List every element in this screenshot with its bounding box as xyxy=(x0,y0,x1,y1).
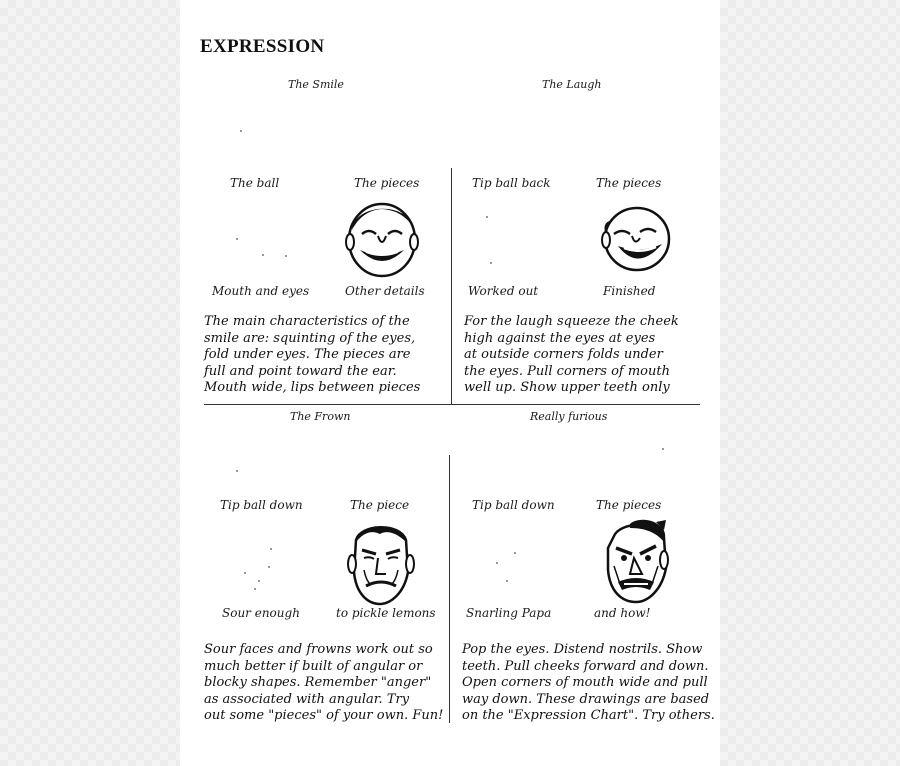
faint-sketch-mark xyxy=(262,254,264,256)
panel-furious-heading: Really furious xyxy=(530,410,608,423)
text-line: The main characteristics of the xyxy=(204,314,410,329)
text-line: much better if built of angular or xyxy=(204,658,423,674)
panel-laugh-label-worked: Worked out xyxy=(468,284,539,298)
text-line: Pop the eyes. Distend nostrils. Show xyxy=(462,642,703,657)
faint-sketch-mark xyxy=(240,130,242,132)
text-line: For the laugh squeeze the cheek xyxy=(464,314,679,329)
faint-sketch-mark xyxy=(662,448,664,450)
text-line: way down. These drawings are based xyxy=(462,691,710,707)
text-line: high against the eyes at eyes xyxy=(464,330,656,346)
panel-frown-label-piece: The piece xyxy=(350,498,410,512)
vertical-divider-bottom xyxy=(449,455,450,723)
text-line: smile are: squinting of the eyes, xyxy=(204,330,416,346)
faint-sketch-mark xyxy=(285,255,287,257)
text-line: well up. Show upper teeth only xyxy=(464,380,670,395)
panel-smile-label-details: Other details xyxy=(345,284,425,298)
panel-smile-heading: The Smile xyxy=(288,78,344,91)
panel-laugh-text xyxy=(464,314,679,397)
text-line: teeth. Pull cheeks forward and down. xyxy=(462,658,709,674)
faint-sketch-mark xyxy=(258,580,260,582)
page-title: EXPRESSION xyxy=(200,36,325,57)
text-line: Sour faces and frowns work out so xyxy=(204,642,433,657)
text-line: Mouth wide, lips between pieces xyxy=(204,380,421,395)
panel-smile-label-pieces: The pieces xyxy=(354,176,420,190)
panel-frown-label-lemons: to pickle lemons xyxy=(336,606,436,620)
faint-sketch-mark xyxy=(490,262,492,264)
vertical-divider-top xyxy=(451,168,452,404)
panel-frown-label-ball: Tip ball down xyxy=(220,498,303,512)
panel-frown-label-sour: Sour enough xyxy=(222,606,300,620)
panel-laugh-heading: The Laugh xyxy=(542,78,602,91)
frowning-face-drawing xyxy=(346,520,416,606)
panel-laugh-label-ball: Tip ball back xyxy=(472,176,551,190)
panel-laugh-label-finished: Finished xyxy=(603,284,656,298)
faint-sketch-mark xyxy=(268,566,270,568)
text-line: the eyes. Pull corners of mouth xyxy=(464,363,670,379)
faint-sketch-mark xyxy=(254,588,256,590)
faint-sketch-mark xyxy=(270,548,272,550)
text-line: on the "Expression Chart". Try others. xyxy=(462,708,715,723)
smiling-face-drawing xyxy=(344,196,420,280)
faint-sketch-mark xyxy=(244,572,246,574)
text-line: at outside corners folds under xyxy=(464,347,663,362)
text-line: Open corners of mouth wide and pull xyxy=(462,675,708,690)
faint-sketch-mark xyxy=(496,562,498,564)
faint-sketch-mark xyxy=(514,552,516,554)
furious-face-drawing xyxy=(600,518,672,604)
panel-furious-label-pieces: The pieces xyxy=(596,498,662,512)
text-line: out some "pieces" of your own. Fun! xyxy=(204,708,444,723)
laughing-face-drawing xyxy=(600,202,674,274)
panel-furious-label-snarling: Snarling Papa xyxy=(466,606,552,620)
panel-furious-label-how: and how! xyxy=(594,606,651,620)
panel-furious-text xyxy=(462,642,715,725)
panel-frown-heading: The Frown xyxy=(290,410,351,423)
panel-smile-label-ball: The ball xyxy=(230,176,280,190)
panel-furious-label-ball: Tip ball down xyxy=(472,498,555,512)
faint-sketch-mark xyxy=(506,580,508,582)
text-line: full and point toward the ear. xyxy=(204,363,397,379)
panel-smile-text xyxy=(204,314,420,397)
faint-sketch-mark xyxy=(236,238,238,240)
text-line: blocky shapes. Remember "anger" xyxy=(204,675,432,690)
text-line: fold under eyes. The pieces are xyxy=(204,347,411,362)
text-line: as associated with angular. Try xyxy=(204,691,410,707)
panel-laugh-label-pieces: The pieces xyxy=(596,176,662,190)
faint-sketch-mark xyxy=(236,470,238,472)
horizontal-divider xyxy=(204,404,700,405)
faint-sketch-mark xyxy=(486,216,488,218)
panel-frown-text xyxy=(204,642,443,725)
panel-smile-label-mouth: Mouth and eyes xyxy=(212,284,310,298)
